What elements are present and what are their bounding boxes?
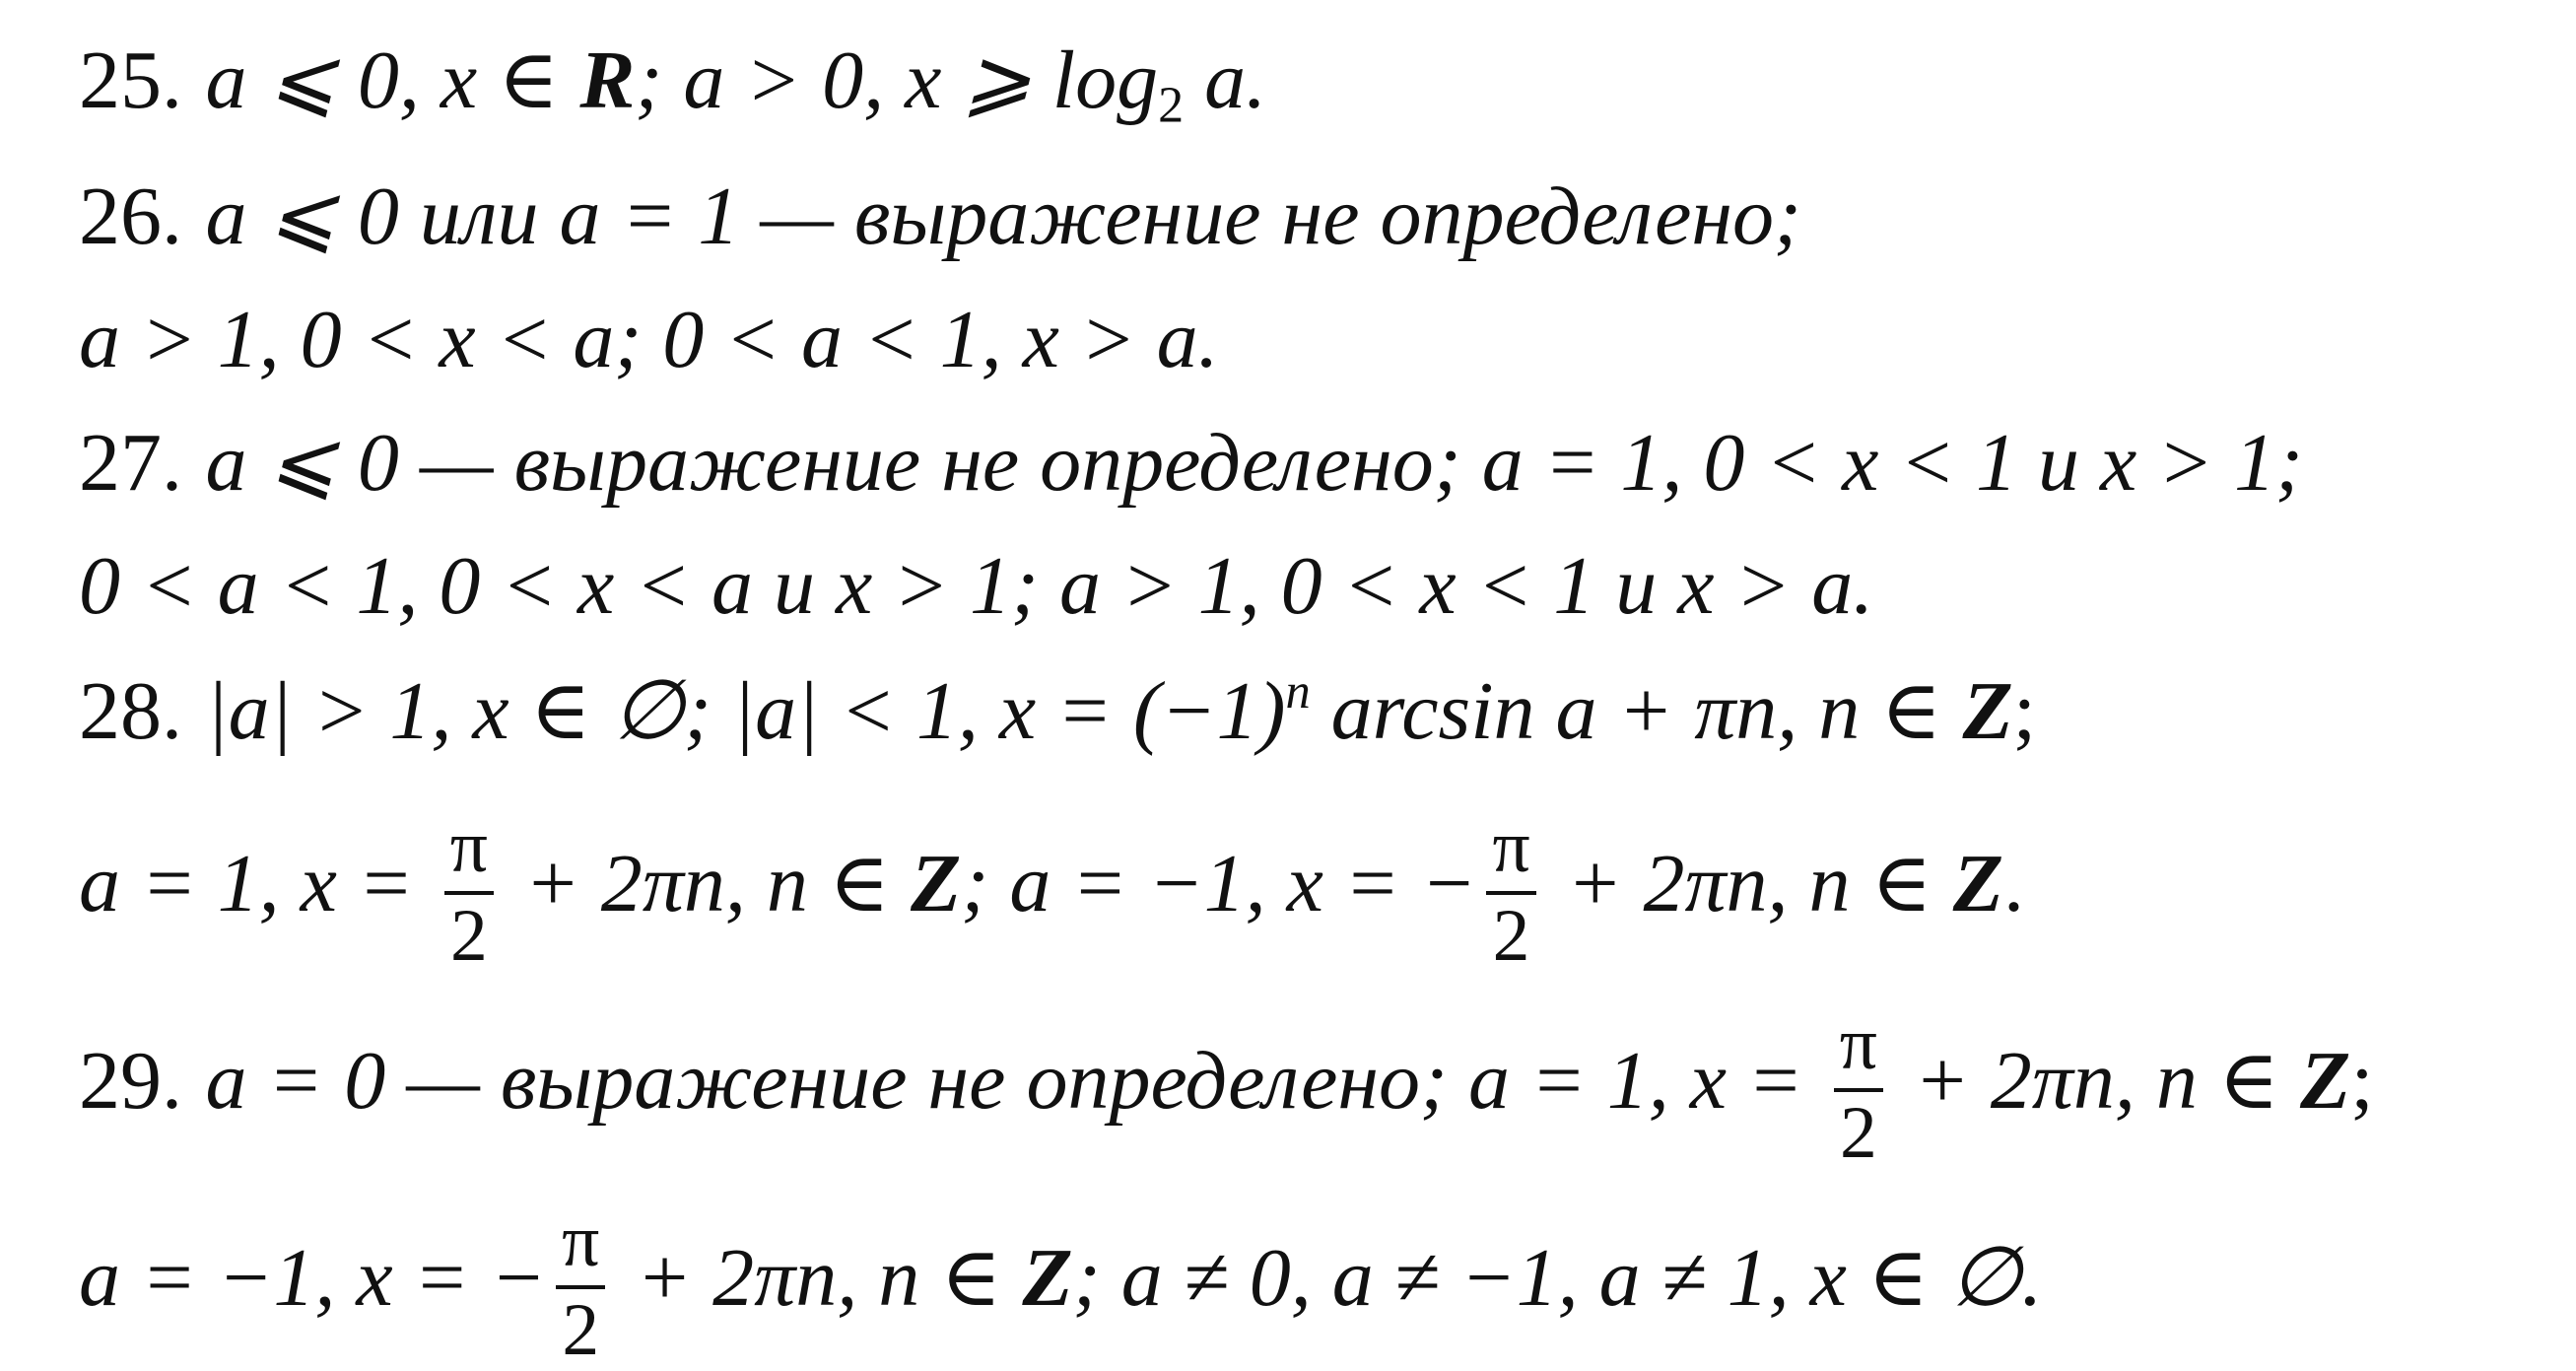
answer-29-line-2 xyxy=(79,1200,2043,1371)
answer-29-text-1a: a = 0 — выражение не определено; a = 1, x = xyxy=(205,1035,1824,1128)
answer-29-text-2a: a = −1, x = − xyxy=(79,1232,547,1325)
answer-28-fraction-2 xyxy=(1486,806,1535,978)
answer-27-line-2 xyxy=(79,540,1874,632)
answer-25-set-r: R xyxy=(579,34,636,126)
answer-28-text-1c: ; xyxy=(2012,665,2037,757)
fraction-denominator: 2 xyxy=(562,1289,600,1371)
answer-28-text-2a: a = 1, x = xyxy=(79,838,435,930)
answer-27-number: 27. xyxy=(79,417,182,509)
answer-26-text-1: a ⩽ 0 или a = 1 — выражение не определено; xyxy=(205,171,1802,262)
answer-28-exponent: n xyxy=(1285,662,1311,719)
answer-28-line-1 xyxy=(79,662,2037,757)
fraction-denominator: 2 xyxy=(1839,1092,1877,1175)
answer-29-line-1 xyxy=(79,1003,2374,1175)
answer-29-text-1c: ; xyxy=(2350,1035,2374,1128)
answer-28-text-1b: arcsin a + πn, n ∈ xyxy=(1310,665,1963,757)
answer-25-text-c: a. xyxy=(1184,34,1267,126)
fraction-numerator: π xyxy=(1834,1007,1883,1092)
fraction-numerator: π xyxy=(444,810,494,895)
answer-28-text-1a: |a| > 1, x ∈ ∅; |a| < 1, x = (−1) xyxy=(205,665,1286,757)
answer-28-number: 28. xyxy=(79,665,182,757)
answer-29-text-1b: + 2πn, n ∈ xyxy=(1893,1035,2301,1128)
answer-29-fraction-2 xyxy=(556,1200,605,1371)
answers-document xyxy=(79,0,2542,1371)
answer-29-text-2b: + 2πn, n ∈ xyxy=(615,1232,1023,1325)
answer-28-text-2e: . xyxy=(2003,838,2025,930)
fraction-numerator: π xyxy=(1486,810,1535,895)
fraction-denominator: 2 xyxy=(1492,895,1530,978)
answer-29-set-z-2: Z xyxy=(1022,1232,1073,1325)
answer-27-text-2: 0 < a < 1, 0 < x < a и x > 1; a > 1, 0 < x < 1 и x > a. xyxy=(79,540,1874,632)
answer-27-line-1 xyxy=(79,417,2303,509)
answer-25-text-a: a ⩽ 0, x ∈ xyxy=(205,34,580,126)
answer-27-text-1: a ⩽ 0 — выражение не определено; a = 1, 0 < x < 1 и x > 1; xyxy=(205,417,2303,509)
answer-25-text-b: ; a > 0, x ⩾ log xyxy=(635,34,1159,126)
fraction-denominator: 2 xyxy=(449,895,488,978)
answer-26-line-2 xyxy=(79,294,1219,385)
answer-28-text-2b: + 2πn, n ∈ xyxy=(504,838,912,930)
answer-26-line-1 xyxy=(79,171,1802,262)
answer-28-text-2c: ; a = −1, x = − xyxy=(961,838,1477,930)
answer-25-log-base: 2 xyxy=(1158,77,1185,134)
answer-28-text-2d: + 2πn, n ∈ xyxy=(1545,838,1953,930)
answer-25-line-1 xyxy=(79,34,1267,134)
answer-28-set-z-3: Z xyxy=(1952,838,2004,930)
answer-28-fraction-1 xyxy=(444,806,494,978)
answer-25-number: 25. xyxy=(79,34,182,126)
answer-29-fraction-1 xyxy=(1834,1003,1883,1175)
answer-28-line-2 xyxy=(79,806,2025,978)
answer-28-set-z-2: Z xyxy=(911,838,962,930)
answer-26-text-2: a > 1, 0 < x < a; 0 < a < 1, x > a. xyxy=(79,294,1219,385)
fraction-numerator: π xyxy=(556,1204,605,1289)
answer-29-set-z-1: Z xyxy=(2300,1035,2351,1128)
answer-28-set-z-1: Z xyxy=(1962,665,2013,757)
answer-29-text-2c: ; a ≠ 0, a ≠ −1, a ≠ 1, x ∈ ∅. xyxy=(1072,1232,2043,1325)
answer-29-number: 29. xyxy=(79,1035,182,1128)
answer-26-number: 26. xyxy=(79,171,182,262)
